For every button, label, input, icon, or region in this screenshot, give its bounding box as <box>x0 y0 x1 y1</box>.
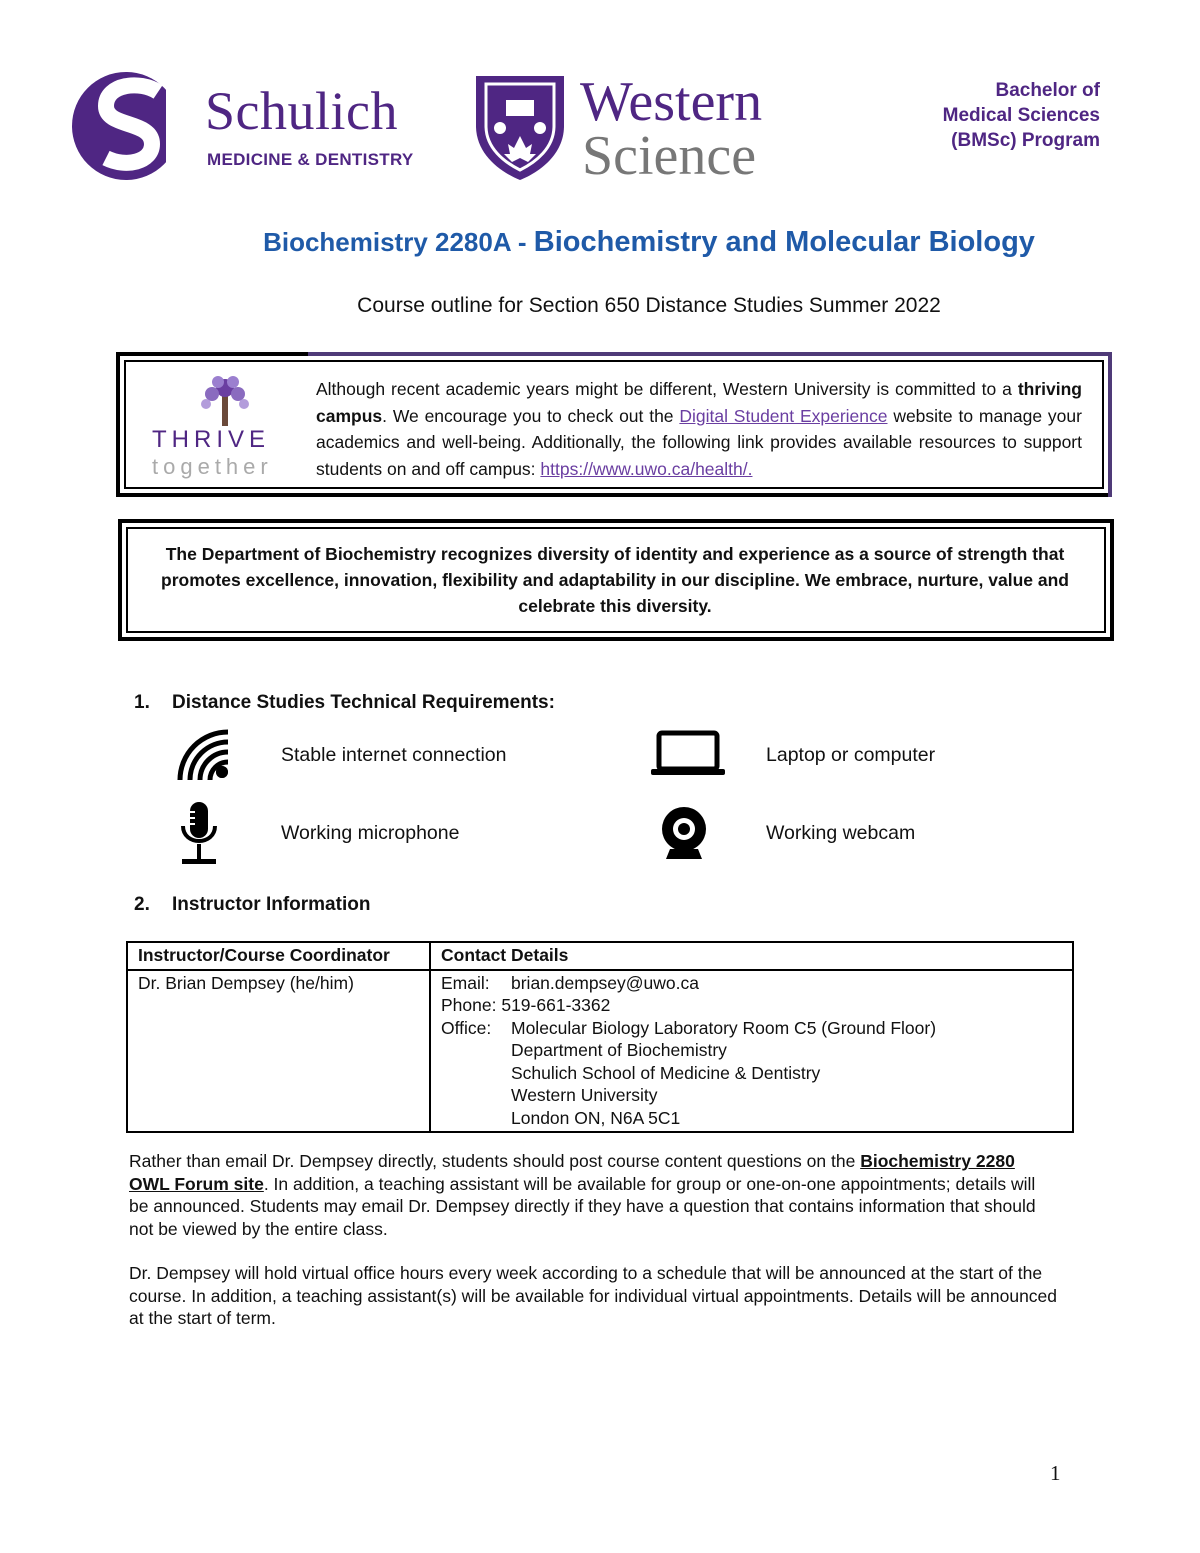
contact-phone-row <box>441 994 1062 1017</box>
requirement-webcam: Working webcam <box>766 822 916 844</box>
western-wordmark: Western <box>580 71 763 133</box>
section-technical-requirements-heading <box>134 692 555 714</box>
schulich-logo <box>70 70 430 182</box>
section-instructor-heading <box>134 894 370 916</box>
thrive-text-part: Although recent academic years might be different, Western University is committed to a <box>316 379 1018 399</box>
diversity-statement: The Department of Biochemistry recognizes diversity of identity and experience as a source of strength that promotes excellence, innovation, flexibility and adaptability in our discipline. We embrace, nurture, value and celebrate this diversity. <box>161 544 1069 616</box>
office-line: Molecular Biology Laboratory Room C5 (Ground Floor) <box>511 1017 937 1038</box>
tree-icon <box>150 374 280 426</box>
course-subtitle: Course outline for Section 650 Distance Studies Summer 2022 <box>357 294 941 317</box>
thrive-wordmark: THRIVE <box>152 426 271 453</box>
phone-value: 519-661-3362 <box>501 995 611 1015</box>
phone-label: Phone: <box>441 995 497 1015</box>
laptop-icon <box>650 728 726 778</box>
contact-office-row <box>441 1017 1062 1130</box>
microphone-icon <box>178 800 220 866</box>
western-science-logo <box>470 70 820 187</box>
thrive-text-part: . We encourage you to check out the <box>382 405 680 426</box>
section-number: 2. <box>134 894 150 915</box>
office-hours-paragraph: Dr. Dempsey will hold virtual office hours every week according to a schedule that will be announced at the start of the course. In addition, a teaching assistant(s) will be available for individual virtual appointments. Details will be announced at the start of term. <box>129 1263 1058 1329</box>
requirement-microphone: Working microphone <box>281 822 460 844</box>
thrive-text-part: website to manage your academics and well-being. Additionally, the following link provides available resources to support students on and off campus: <box>316 405 1082 479</box>
requirement-internet: Stable internet connection <box>281 744 507 766</box>
table-row <box>127 970 1073 1133</box>
course-name: Biochemistry and Molecular Biology <box>533 226 1035 258</box>
office-line: Western University <box>511 1085 658 1105</box>
requirement-laptop: Laptop or computer <box>766 744 936 766</box>
course-title <box>0 226 1200 259</box>
western-shield-icon <box>470 70 570 182</box>
science-wordmark: Science <box>582 125 757 187</box>
forum-paragraph <box>129 1150 1059 1240</box>
page-number: 1 <box>1050 1461 1061 1485</box>
email-label: Email: <box>441 972 490 993</box>
owl-forum-link[interactable]: Biochemistry 2280 OWL Forum site <box>129 1151 1015 1194</box>
bmsc-line: Bachelor of <box>995 80 1100 101</box>
thriving-campus-bold: thriving campus <box>316 379 1082 426</box>
office-line: Schulich School of Medicine & Dentistry <box>511 1062 821 1083</box>
webcam-icon <box>654 805 714 861</box>
together-wordmark: together <box>152 454 273 479</box>
bmsc-line: (BMSc) Program <box>951 130 1100 151</box>
office-line: London ON, N6A 5C1 <box>511 1107 681 1128</box>
table-header-row <box>127 942 1073 970</box>
schulich-subtitle: MEDICINE & DENTISTRY <box>207 150 414 169</box>
table-header: Contact Details <box>430 942 1073 970</box>
bmsc-line: Medical Sciences <box>942 105 1100 126</box>
schulich-wordmark: Schulich <box>205 81 398 141</box>
bmsc-program-label <box>930 78 1100 153</box>
thrive-message <box>316 376 1082 482</box>
diversity-statement-box <box>118 519 1114 641</box>
paragraph-text: . In addition, a teaching assistant will be available for group or one-on-one appointments; details will be announced. Students may email Dr. Dempsey directly if they have a question that contains information that should not be viewed by the entire class. <box>129 1173 1036 1239</box>
section-title: Distance Studies Technical Requirements: <box>172 692 555 713</box>
paragraph-text: Rather than email Dr. Dempsey directly, students should post course content questions on the <box>129 1151 861 1171</box>
uwo-health-link[interactable]: https://www.uwo.ca/health/. <box>540 458 753 479</box>
office-address <box>511 1017 936 1130</box>
schulich-s-icon <box>70 70 190 182</box>
section-number: 1. <box>134 692 150 713</box>
contact-email-row <box>441 972 1062 995</box>
instructor-table <box>126 941 1074 1133</box>
section-title: Instructor Information <box>172 894 371 915</box>
thrive-together-logo <box>150 374 280 479</box>
course-code: Biochemistry 2280A - <box>263 227 534 257</box>
table-header: Instructor/Course Coordinator <box>127 942 430 970</box>
email-value[interactable]: brian.dempsey@uwo.ca <box>511 972 699 993</box>
wifi-icon <box>176 728 236 788</box>
office-line: Department of Biochemistry <box>511 1040 727 1060</box>
office-label: Office: <box>441 1017 492 1038</box>
contact-details <box>430 970 1073 1133</box>
digital-student-experience-link[interactable]: Digital Student Experience <box>679 405 888 426</box>
instructor-name: Dr. Brian Dempsey (he/him) <box>127 970 430 1133</box>
thrive-notice-box <box>116 352 1112 497</box>
